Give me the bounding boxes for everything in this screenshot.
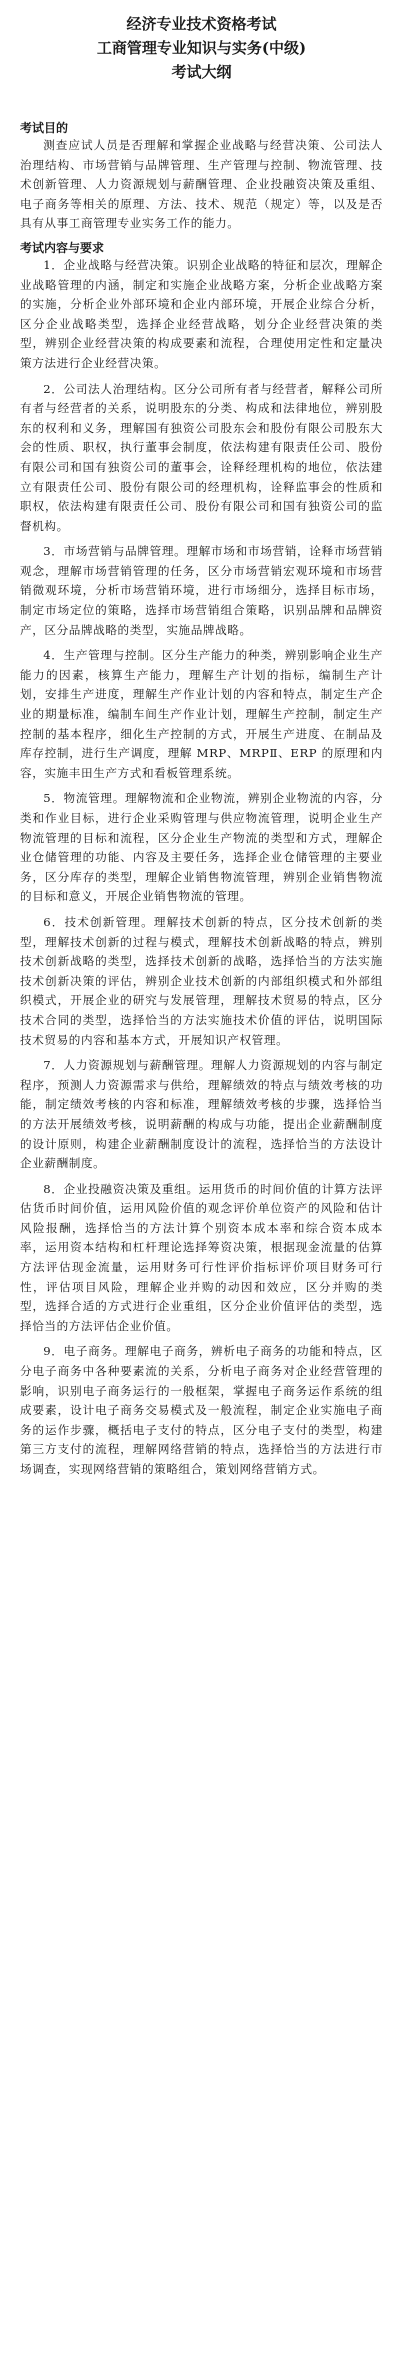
document-title-line-2: 工商管理专业知识与实务(中级) [96,39,307,57]
section-logistics: 5．物流管理。理解物流和企业物流，辨别企业物流的内容，分类和作业目标，进行企业采购管理与供应物流管理，说明企业生产物流管理的目标和流程，区分企业生产物流的类型和方式，理解企业仓储管理的功能、内容及主要任务，选择企业仓储管理的主要业务，区分库存的类型，理解企业销售物流管理，辨别企业销售物流的目标和意义，开展企业销售物流的管理。 [20,791,383,904]
purpose-paragraph: 测查应试人员是否理解和掌握企业战略与经营决策、公司法人治理结构、市场营销与品牌管理、生产管理与控制、物流管理、技术创新管理、人力资源规划与薪酬管理、企业投融资决策及重组、电子商务等相关的原理、方法、技术、规范（规定）等，以及是否具有从事工商管理专业实务工作的能力。 [20,138,383,231]
document-title-line-1: 经济专业技术资格考试 [126,15,277,33]
document-title-line-3: 考试大纲 [171,63,232,81]
section-marketing-brand: 3．市场营销与品牌管理。理解市场和市场营销，诠释市场营销观念，理解市场营销管理的任务，区分市场营销宏观环境和市场营销微观环境，分析市场营销环境，进行市场细分，选择目标市场，制定市场定位的策略，选择市场营销组合策略，识别品牌和品牌资产，区分品牌战略的类型，实施品牌战略。 [20,544,383,637]
section-corporate-governance: 2．公司法人治理结构。区分公司所有者与经营者，解释公司所有者与经营者的关系，说明股东的分类、构成和法律地位，辨别股东的权利和义务，理解国有独资公司股东会和股份有限公司股东大会的性质、职权，执行董事会制度，依法构建有限责任公司、股份有限公司和国有独资公司的董事会，诠释经理机构的地位，依法建立有限责任公司、股份有限公司的经理机构，诠释监事会的性质和职权，依法构建有限责任公司、股份有限公司和国有独资公司的监督机构。 [20,381,383,533]
section-production-control: 4．生产管理与控制。区分生产能力的种类，辨别影响企业生产能力的因素，核算生产能力，理解生产计划的指标，编制生产计划，安排生产进度，理解生产作业计划的内容和特点，制定生产企业的期量标准，编制车间生产作业计划，理解生产控制，制定生产控制的基本程序，细化生产控制的方式，开展生产进度、在制品及库存控制，进行生产调度，理解 MRP、MRPⅡ、ERP 的原理和内容，实施丰田生产方式和看板管理系统。 [20,648,383,780]
purpose-heading: 考试目的 [20,121,69,135]
section-investment-financing: 8．企业投融资决策及重组。运用货币的时间价值的计算方法评估货币时间价值，运用风险价值的观念评价单位资产的风险和估计风险报酬，选择恰当的方法计算个别资本成本率和综合资本成本率，运用资本结构和杠杆理论选择筹资决策，根据现金流量的估算方法评估现金流量，运用财务可行性评价指标评价项目财务可行性，评估项目风险，理解企业并购的动因和效应，区分并购的类型，选择合适的方式进行企业重组，区分企业价值评估的类型，选择恰当的方法评估企业价值。 [20,1181,383,1333]
section-enterprise-strategy: 1．企业战略与经营决策。识别企业战略的特征和层次，理解企业战略管理的内涵，制定和实施企业战略方案，分析企业战略方案的实施，分析企业外部环境和企业内部环境，开展企业综合分析，区分企业战略类型，选择企业经营战略，划分企业经营决策的类型，辨别企业经营决策的构成要素和流程，合理使用定性和定量决策方法进行企业经营决策。 [20,257,383,370]
section-technology-innovation: 6．技术创新管理。理解技术创新的特点，区分技术创新的类型，理解技术创新的过程与模式，理解技术创新战略的特点，辨别技术创新战略的类型，选择技术创新的战略，选择恰当的方法实施技术创新决策的评估，辨别企业技术创新的内部组织模式和外部组织模式，开展企业的研究与发展管理，理解技术贸易的特点，区分技术合同的类型，选择恰当的方法实施技术价值的评估，说明国际技术贸易的内容和基本方式，开展知识产权管理。 [20,914,383,1047]
section-e-commerce: 9．电子商务。理解电子商务，辨析电子商务的功能和特点，区分电子商务中各种要素流的关系，分析电子商务对企业经营管理的影响，识别电子商务运行的一般框架，掌握电子商务运作系统的组成要素，设计电子商务交易模式及一般流程，制定企业实施电子商务的运作步骤，概括电子支付的特点，区分电子支付的类型，构建第三方支付的流程，理解网络营销的特点，选择恰当的方法进行市场调查，实现网络营销的策略组合，策划网络营销方式。 [20,1344,383,1476]
content-heading: 考试内容与要求 [20,240,105,255]
section-hr-compensation: 7．人力资源规划与薪酬管理。理解人力资源规划的内容与制定程序，预测人力资源需求与供给，理解绩效的特点与绩效考核的功能，制定绩效考核的内容和标准，理解绩效考核的步骤，选择恰当的方法开展绩效考核，说明薪酬的构成与功能，提出企业薪酬制度的设计原则，构建企业薪酬制度设计的流程，选择恰当的方法设计企业薪酬制度。 [20,1058,383,1171]
